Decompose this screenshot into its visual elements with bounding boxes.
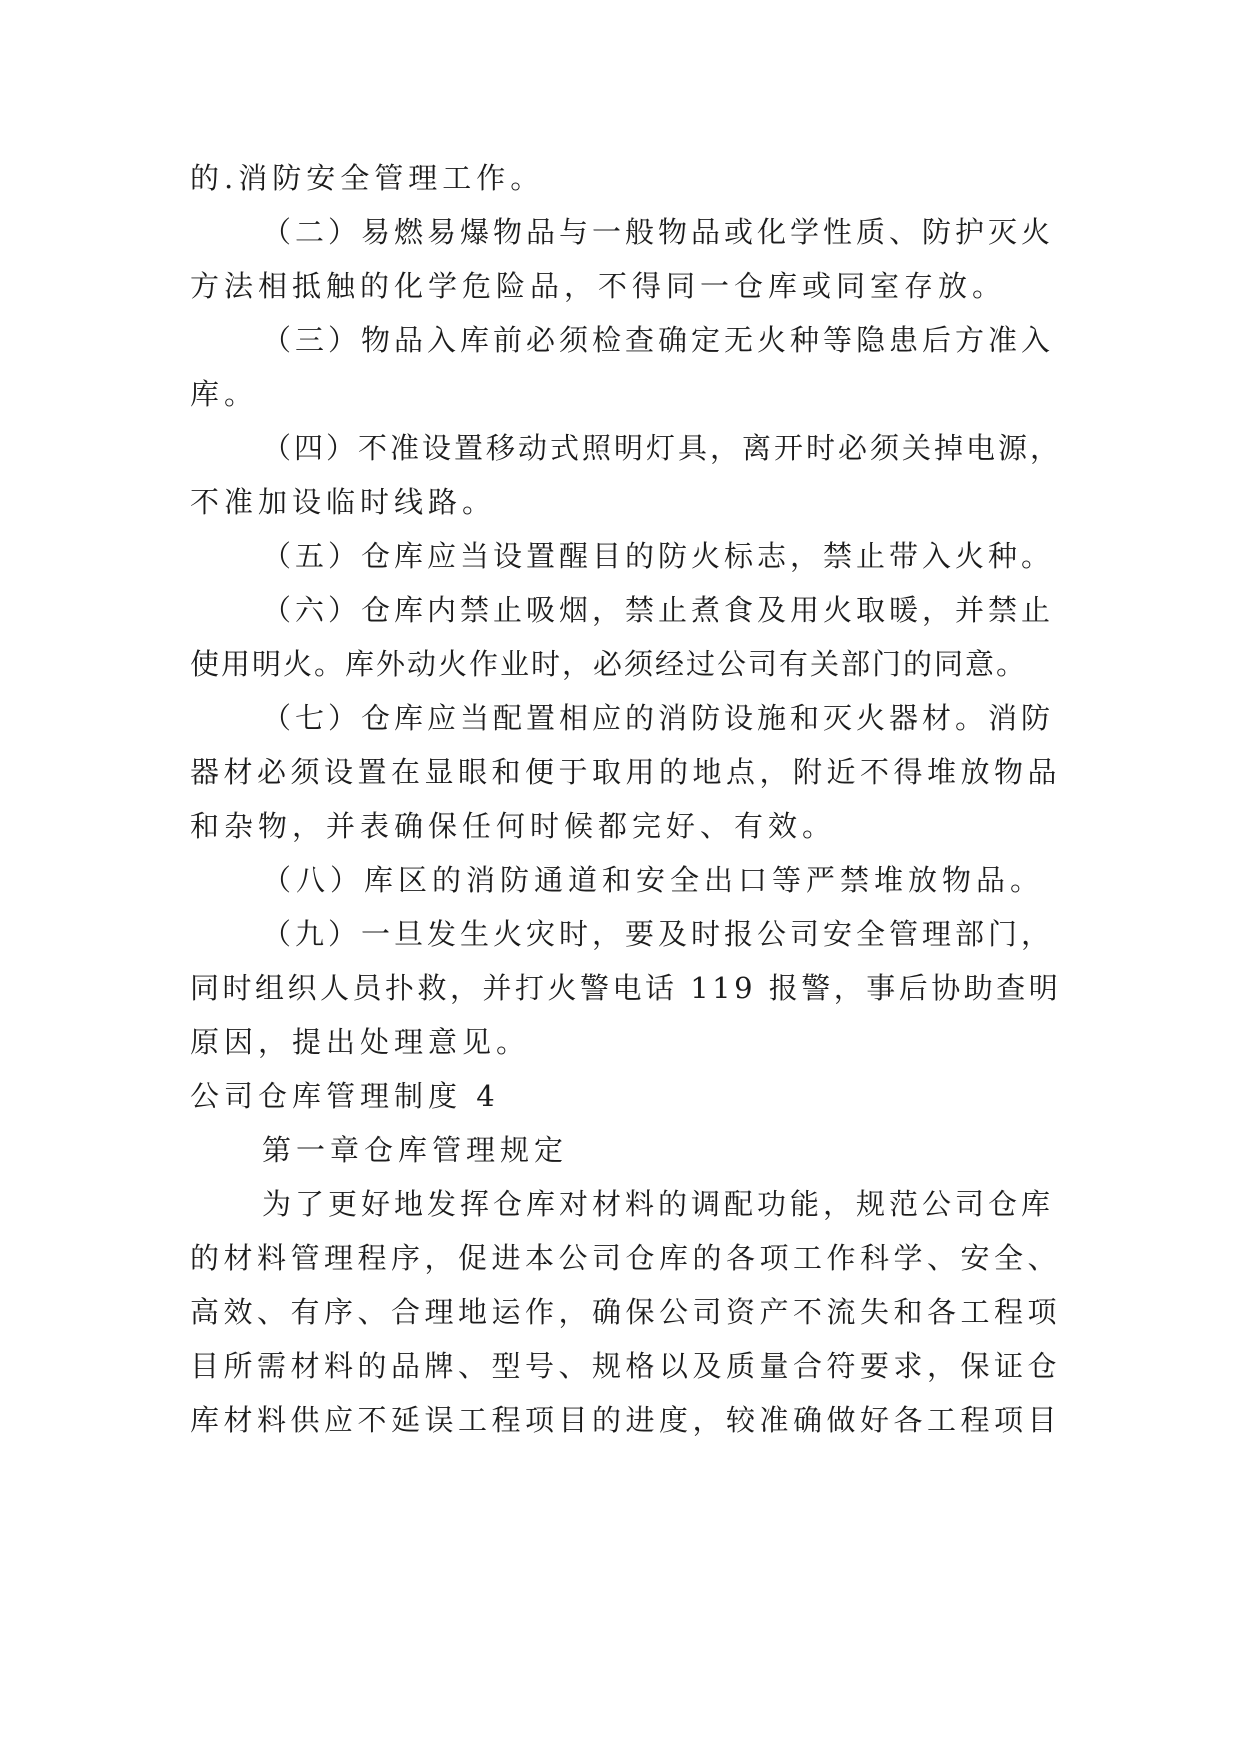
text-line-continuation: 的.消防安全管理工作。 [190, 161, 545, 195]
clause-3-line-2: 库。 [190, 377, 259, 411]
clause-7-line-3: 和杂物，并表确保任何时候都完好、有效。 [190, 809, 837, 843]
clause-5-line-1: （五）仓库应当设置醒目的防火标志，禁止带入火种。 [262, 539, 1055, 573]
clause-7-line-2: 器材必须设置在显眼和便于取用的地点，附近不得堆放物品 [190, 755, 1062, 789]
intro-line-1: 为了更好地发挥仓库对材料的调配功能，规范公司仓库 [262, 1187, 1055, 1221]
chapter-heading: 第一章仓库管理规定 [262, 1133, 569, 1167]
intro-line-5: 库材料供应不延误工程项目的进度，较准确做好各工程项目 [190, 1403, 1062, 1437]
clause-9-line-2: 同时组织人员扑救，并打火警电话 119 报警，事后协助查明 [190, 971, 1062, 1005]
clause-3-line-1: （三）物品入库前必须检查确定无火种等隐患后方准入 [262, 323, 1055, 357]
clause-4-line-1: （四）不准设置移动式照明灯具，离开时必须关掉电源， [262, 431, 1063, 465]
clause-2-line-1: （二）易燃易爆物品与一般物品或化学性质、防护灭火 [262, 215, 1055, 249]
section-heading: 公司仓库管理制度 4 [190, 1079, 500, 1113]
clause-9-line-3: 原因，提出处理意见。 [190, 1025, 531, 1059]
clause-7-line-1: （七）仓库应当配置相应的消防设施和灭火器材。消防 [262, 701, 1055, 735]
clause-6-line-2: 使用明火。库外动火作业时，必须经过公司有关部门的同意。 [190, 647, 1028, 681]
clause-6-line-1: （六）仓库内禁止吸烟，禁止煮食及用火取暖，并禁止 [262, 593, 1055, 627]
intro-line-3: 高效、有序、合理地运作，确保公司资产不流失和各工程项 [190, 1295, 1062, 1329]
intro-line-2: 的材料管理程序，促进本公司仓库的各项工作科学、安全、 [190, 1241, 1062, 1275]
clause-2-line-2: 方法相抵触的化学危险品，不得同一仓库或同室存放。 [190, 269, 1007, 303]
intro-line-4: 目所需材料的品牌、型号、规格以及质量合符要求，保证仓 [190, 1349, 1062, 1383]
clause-4-line-2: 不准加设临时线路。 [190, 485, 497, 519]
clause-9-line-1: （九）一旦发生火灾时，要及时报公司安全管理部门， [262, 917, 1055, 951]
clause-8-line-1: （八）库区的消防通道和安全出口等严禁堆放物品。 [262, 863, 1045, 897]
